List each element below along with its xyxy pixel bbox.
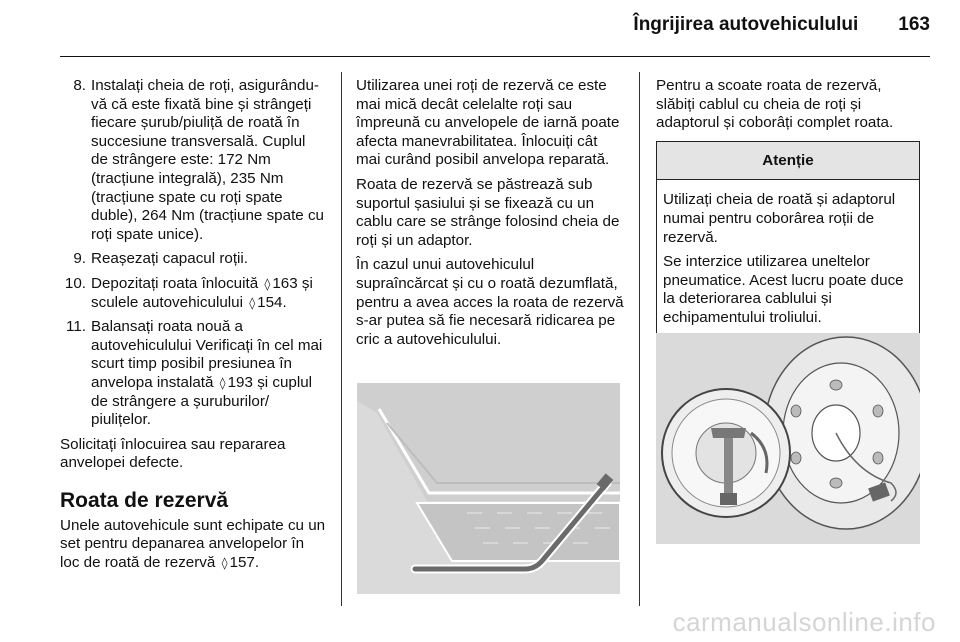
paragraph: Utilizarea unei roți de rezervă ce este mai mică decât celelalte roți sau împreună cu anvelopele de iarnă poate afecta manevrabilitatea. Înlocuiți cât mai curând posibil anvelopa reparată. [356,77,620,169]
step-text-part: și cuplul de strângere a șuruburilor/ piulițelor. [91,373,313,429]
paragraph-text: Unele autovehicule sunt echipate cu un set pentru depanarea anvelopelor în loc de roată de rezervă [60,516,326,572]
warning-paragraph: Se interzice utilizarea uneltelor pneumatice. Acest lucru poate duce la deteriorarea cablului și echipamentului troliului. [663,253,904,326]
warning-body [657,180,919,339]
header-divider [60,56,930,57]
step-item [60,77,326,244]
step-text: Instalați cheia de roți, asigurându-vă că este fixată bine și strângeți fiecare șurub/piuliță de roată în succesiune transversală. Cuplul de strângere este: 172 Nm (tracțiune integrală), 235 Nm (tracțiune spate cu roți spate duble), 264 Nm (tracțiune spate cu roți spate unice). [91,77,324,243]
column-divider [639,72,640,606]
paragraph [60,517,326,573]
page-ref-link[interactable]: 154. [257,293,287,311]
section-heading: Roata de rezervă [60,488,229,512]
warning-title: Atenție [657,142,919,181]
wrench-illustration [357,383,620,594]
step-text-part: și sculele autovehiculului [91,274,313,311]
illustration-wrench-under-bumper [357,383,620,594]
page-ref-link[interactable]: 193 [227,373,253,391]
watermark: carmanualsonline.info [672,607,936,637]
step-number: 9. [73,250,86,268]
page-number: 163 [898,14,930,35]
page-ref-icon: ◊ [219,375,226,390]
column-1 [60,77,326,579]
step-text [91,275,326,312]
warning-box [656,141,920,341]
step-number: 11. [66,318,86,336]
page-header [60,14,930,36]
page-ref-icon: ◊ [221,556,228,571]
step-item [60,250,326,269]
page-ref-link[interactable]: 163 [272,274,298,292]
paragraph: În cazul unui autovehiculul supraîncărcat și cu o roată dezumflată, pentru a avea acces la roata de rezervă s-ar putea să fie necesară ridicarea pe cric a autovehiculului. [356,256,624,348]
step-number: 8. [73,77,86,94]
paragraph: Solicitați înlocuirea sau repararea anvelopei defecte. [60,435,286,472]
column-3 [656,77,920,341]
step-text-part: Depozitați roata înlocuită [91,274,259,292]
paragraph: Roata de rezervă se păstrează sub suportul șasiului și se fixează cu un cablu care se strânge folosind cheia de roți și un adaptor. [356,175,620,249]
paragraph: Pentru a scoate roata de rezervă, slăbiți cablul cu cheia de roți și adaptorul și coborâți complet roata. [656,77,894,132]
step-text [91,318,326,430]
page-ref-icon: ◊ [249,295,256,310]
warning-paragraph: Utilizați cheia de roată și adaptorul numai pentru coborârea roții de rezervă. [663,191,896,246]
page-ref-icon: ◊ [264,276,271,291]
column-2 [356,77,624,355]
column-divider [341,72,342,606]
step-number: 10. [64,274,86,292]
step-item [60,318,326,430]
step-list [60,77,326,430]
illustration-spare-wheel [656,333,920,544]
step-text: Reașezați capacul roții. [91,250,249,268]
page-ref-link[interactable]: 157. [229,554,260,572]
step-item [60,275,326,312]
step-text-part: Balansați roata nouă a autovehiculului Verificați în cel mai scurt timp posibil presiunea în anvelopa instalată [91,318,323,391]
spare-wheel-illustration [656,333,920,544]
page-title: Îngrijirea autovehiculului [633,14,859,35]
